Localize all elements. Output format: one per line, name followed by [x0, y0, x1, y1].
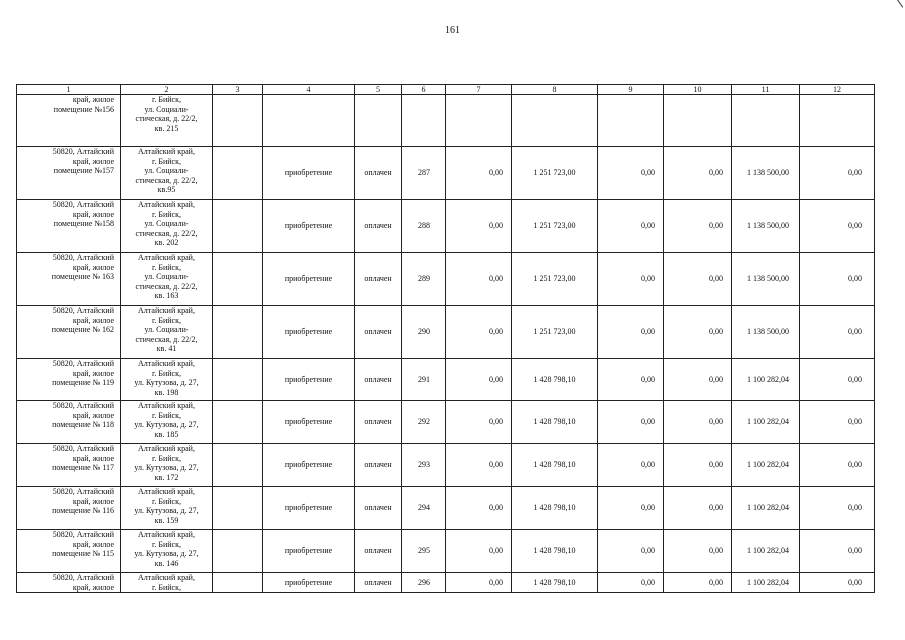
cell-object-name	[17, 444, 121, 487]
cell-line: г. Бийск,	[152, 262, 181, 272]
cell-line: стическая, д. 22/2,	[135, 175, 198, 185]
cell-address	[121, 401, 213, 444]
cell-col12: 0,00	[800, 200, 875, 253]
cell-col7: 0,00	[446, 573, 512, 593]
cell-line: Алтайский край,	[138, 359, 195, 368]
cell-line: край, жилое	[72, 582, 114, 592]
table-header-row	[17, 85, 875, 95]
column-header: 5	[355, 85, 402, 95]
cell-number: 288	[402, 200, 446, 253]
cell-operation: приобретение	[263, 573, 355, 593]
cell-line: ул. Кутузова, д. 27,	[134, 506, 199, 516]
cell-line: г. Бийск,	[152, 95, 181, 104]
table-row	[17, 487, 875, 530]
cell-line: ул. Социали-	[144, 166, 189, 176]
cell-amount: 1 251 723,00	[512, 306, 598, 359]
cell-col12: 0,00	[800, 487, 875, 530]
cell-number: 290	[402, 306, 446, 359]
cell-line: помещение №156	[53, 104, 114, 114]
cell-status: оплачен	[355, 573, 402, 593]
cell-col12: 0,00	[800, 253, 875, 306]
cell-col10: 0,00	[664, 306, 732, 359]
cell-line: 50820, Алтайский	[52, 147, 114, 156]
cell-line: Алтайский край,	[138, 200, 195, 209]
cell-col3	[213, 487, 263, 530]
cell-amount	[512, 95, 598, 147]
cell-line: Алтайский край,	[138, 573, 195, 582]
cell-line: кв.95	[157, 185, 176, 195]
cell-line: 50820, Алтайский	[52, 530, 114, 539]
cell-operation: приобретение	[263, 253, 355, 306]
cell-line: помещение № 119	[52, 378, 114, 388]
cell-line: помещение №158	[53, 219, 114, 229]
cell-amount: 1 251 723,00	[512, 200, 598, 253]
cell-line: ул. Социали-	[144, 104, 189, 114]
cell-price: 1 138 500,00	[732, 306, 800, 359]
cell-amount: 1 428 798,10	[512, 359, 598, 401]
cell-line: край, жилое	[72, 95, 114, 104]
cell-line: ул. Социали-	[144, 272, 189, 282]
cell-line: Алтайский край,	[138, 487, 195, 496]
cell-line: Алтайский край,	[138, 401, 195, 410]
cell-line: кв. 172	[154, 472, 179, 482]
cell-col7: 0,00	[446, 359, 512, 401]
cell-col12: 0,00	[800, 359, 875, 401]
cell-col7: 0,00	[446, 306, 512, 359]
cell-line: г. Бийск,	[152, 209, 181, 219]
cell-operation: приобретение	[263, 200, 355, 253]
column-header: 8	[512, 85, 598, 95]
cell-status: оплачен	[355, 444, 402, 487]
column-header: 6	[402, 85, 446, 95]
cell-object-name	[17, 95, 121, 147]
cell-line: кв. 198	[154, 387, 179, 397]
cell-line: Алтайский край,	[138, 444, 195, 453]
cell-col9: 0,00	[598, 487, 664, 530]
cell-address	[121, 487, 213, 530]
cell-line: ул. Кутузова, д. 27,	[134, 549, 199, 559]
cell-col7: 0,00	[446, 530, 512, 573]
cell-line: 50820, Алтайский	[52, 487, 114, 496]
cell-number: 291	[402, 359, 446, 401]
cell-col9: 0,00	[598, 200, 664, 253]
cell-col10: 0,00	[664, 253, 732, 306]
cell-status: оплачен	[355, 306, 402, 359]
cell-status: оплачен	[355, 200, 402, 253]
cell-line: край, жилое	[72, 368, 114, 378]
cell-address	[121, 200, 213, 253]
cell-col9: 0,00	[598, 573, 664, 593]
cell-address	[121, 573, 213, 593]
cell-line: стическая, д. 22/2,	[135, 281, 198, 291]
cell-line: кв. 146	[154, 558, 179, 568]
cell-line: ул. Социали-	[144, 219, 189, 229]
cell-object-name	[17, 487, 121, 530]
cell-amount: 1 428 798,10	[512, 444, 598, 487]
table-row	[17, 200, 875, 253]
cell-line: ул. Кутузова, д. 27,	[134, 420, 199, 430]
cell-col3	[213, 401, 263, 444]
cell-line: г. Бийск,	[152, 539, 181, 549]
column-header: 10	[664, 85, 732, 95]
cell-address	[121, 359, 213, 401]
cell-line: кв. 41	[156, 344, 177, 354]
cell-line: Алтайский край,	[138, 530, 195, 539]
cell-line: помещение № 115	[52, 549, 114, 559]
cell-line: ул. Социали-	[144, 325, 189, 335]
cell-status: оплачен	[355, 147, 402, 200]
cell-operation: приобретение	[263, 306, 355, 359]
cell-line: 50820, Алтайский	[52, 306, 114, 315]
cell-line: край, жилое	[72, 410, 114, 420]
cell-line: 50820, Алтайский	[52, 444, 114, 453]
cell-line: помещение № 118	[52, 420, 114, 430]
cell-operation: приобретение	[263, 444, 355, 487]
cell-address	[121, 147, 213, 200]
cell-amount: 1 428 798,10	[512, 401, 598, 444]
cell-amount: 1 428 798,10	[512, 530, 598, 573]
cell-price: 1 138 500,00	[732, 200, 800, 253]
cell-line: край, жилое	[72, 496, 114, 506]
cell-col9: 0,00	[598, 401, 664, 444]
cell-number: 296	[402, 573, 446, 593]
cell-col12: 0,00	[800, 444, 875, 487]
cell-col7: 0,00	[446, 444, 512, 487]
cell-col7: 0,00	[446, 147, 512, 200]
cell-line: кв. 202	[154, 238, 179, 248]
cell-line: Алтайский край,	[138, 306, 195, 315]
cell-col10: 0,00	[664, 573, 732, 593]
column-header: 2	[121, 85, 213, 95]
cell-object-name	[17, 359, 121, 401]
cell-operation: приобретение	[263, 487, 355, 530]
cell-number: 292	[402, 401, 446, 444]
cell-col7: 0,00	[446, 487, 512, 530]
cell-object-name	[17, 253, 121, 306]
cell-line: край, жилое	[72, 209, 114, 219]
cell-price: 1 100 282,04	[732, 530, 800, 573]
cell-line: кв. 215	[154, 123, 179, 133]
table-row	[17, 401, 875, 444]
cell-col12: 0,00	[800, 306, 875, 359]
cell-col9	[598, 95, 664, 147]
cell-line: г. Бийск,	[152, 156, 181, 166]
cell-col3	[213, 444, 263, 487]
cell-price: 1 100 282,04	[732, 487, 800, 530]
cell-price: 1 138 500,00	[732, 253, 800, 306]
cell-col3	[213, 200, 263, 253]
cell-line: край, жилое	[72, 315, 114, 325]
cell-line: 50820, Алтайский	[52, 200, 114, 209]
cell-col9: 0,00	[598, 147, 664, 200]
cell-col7: 0,00	[446, 401, 512, 444]
column-header: 1	[17, 85, 121, 95]
cell-col12: 0,00	[800, 530, 875, 573]
cell-col10: 0,00	[664, 487, 732, 530]
table-row	[17, 253, 875, 306]
cell-col9: 0,00	[598, 306, 664, 359]
cell-col3	[213, 530, 263, 573]
cell-col3	[213, 359, 263, 401]
cell-col10: 0,00	[664, 147, 732, 200]
cell-line: помещение № 163	[51, 272, 114, 282]
cell-col12: 0,00	[800, 401, 875, 444]
cell-col10	[664, 95, 732, 147]
cell-amount: 1 428 798,10	[512, 573, 598, 593]
cell-line: помещение № 162	[51, 325, 114, 335]
cell-address	[121, 444, 213, 487]
cell-status: оплачен	[355, 359, 402, 401]
cell-line: стическая, д. 22/2,	[135, 334, 198, 344]
cell-object-name	[17, 306, 121, 359]
cell-amount: 1 428 798,10	[512, 487, 598, 530]
cell-address	[121, 530, 213, 573]
cell-col10: 0,00	[664, 530, 732, 573]
cell-line: 50820, Алтайский	[52, 573, 114, 582]
cell-line: помещение № 116	[52, 506, 114, 516]
table-row	[17, 95, 875, 147]
cell-line: край, жилое	[72, 156, 114, 166]
cell-col3	[213, 573, 263, 593]
cell-line: 50820, Алтайский	[52, 401, 114, 410]
cell-number	[402, 95, 446, 147]
cell-col7: 0,00	[446, 200, 512, 253]
cell-line: Алтайский край,	[138, 253, 195, 262]
table-row	[17, 359, 875, 401]
cell-line: кв. 163	[154, 291, 179, 301]
table-body	[17, 95, 875, 593]
cell-col9: 0,00	[598, 530, 664, 573]
cell-address	[121, 253, 213, 306]
cell-status: оплачен	[355, 401, 402, 444]
cell-col10: 0,00	[664, 401, 732, 444]
cell-line: г. Бийск,	[152, 368, 181, 378]
cell-price: 1 138 500,00	[732, 147, 800, 200]
cell-status: оплачен	[355, 253, 402, 306]
cell-price	[732, 95, 800, 147]
cell-object-name	[17, 530, 121, 573]
cell-number: 287	[402, 147, 446, 200]
cell-line: кв. 185	[154, 429, 179, 439]
cell-number: 293	[402, 444, 446, 487]
cell-col10: 0,00	[664, 444, 732, 487]
table-row	[17, 306, 875, 359]
cell-line: Алтайский край,	[138, 147, 195, 156]
cell-line: стическая, д. 22/2,	[135, 114, 198, 124]
cell-price: 1 100 282,04	[732, 401, 800, 444]
table-row	[17, 444, 875, 487]
cell-col10: 0,00	[664, 359, 732, 401]
cell-amount: 1 251 723,00	[512, 147, 598, 200]
cell-col12: 0,00	[800, 573, 875, 593]
column-header: 3	[213, 85, 263, 95]
cell-line: г. Бийск,	[152, 496, 181, 506]
cell-line: край, жилое	[72, 453, 114, 463]
column-header: 7	[446, 85, 512, 95]
cell-object-name	[17, 200, 121, 253]
cell-status	[355, 95, 402, 147]
cell-object-name	[17, 147, 121, 200]
cell-line: помещение №157	[53, 166, 114, 176]
page-number: 161	[445, 25, 460, 36]
cell-line: г. Бийск,	[152, 315, 181, 325]
scan-corner-mark	[892, 0, 903, 11]
cell-line: г. Бийск,	[152, 453, 181, 463]
cell-col3	[213, 306, 263, 359]
property-table	[16, 84, 875, 593]
cell-address	[121, 95, 213, 147]
cell-line: стическая, д. 22/2,	[135, 228, 198, 238]
cell-line: край, жилое	[72, 539, 114, 549]
cell-status: оплачен	[355, 530, 402, 573]
cell-price: 1 100 282,04	[732, 359, 800, 401]
cell-object-name	[17, 401, 121, 444]
cell-col9: 0,00	[598, 444, 664, 487]
column-header: 12	[800, 85, 875, 95]
cell-line: 50820, Алтайский	[52, 359, 114, 368]
cell-address	[121, 306, 213, 359]
column-header: 11	[732, 85, 800, 95]
cell-operation: приобретение	[263, 530, 355, 573]
cell-operation: приобретение	[263, 359, 355, 401]
cell-number: 289	[402, 253, 446, 306]
cell-number: 294	[402, 487, 446, 530]
cell-operation: приобретение	[263, 401, 355, 444]
cell-object-name	[17, 573, 121, 593]
cell-line: 50820, Алтайский	[52, 253, 114, 262]
cell-line: г. Бийск,	[152, 582, 181, 592]
cell-price: 1 100 282,04	[732, 444, 800, 487]
cell-col10: 0,00	[664, 200, 732, 253]
column-header: 4	[263, 85, 355, 95]
cell-col9: 0,00	[598, 359, 664, 401]
cell-line: край, жилое	[72, 262, 114, 272]
table-row	[17, 147, 875, 200]
cell-number: 295	[402, 530, 446, 573]
cell-line: кв. 159	[154, 515, 179, 525]
cell-line: ул. Кутузова, д. 27,	[134, 378, 199, 388]
cell-col7: 0,00	[446, 253, 512, 306]
cell-col3	[213, 253, 263, 306]
cell-line: помещение № 117	[52, 463, 114, 473]
cell-line: г. Бийск,	[152, 410, 181, 420]
cell-operation	[263, 95, 355, 147]
cell-col3	[213, 95, 263, 147]
cell-amount: 1 251 723,00	[512, 253, 598, 306]
cell-status: оплачен	[355, 487, 402, 530]
table-row	[17, 573, 875, 593]
column-header: 9	[598, 85, 664, 95]
cell-col12: 0,00	[800, 147, 875, 200]
cell-col7	[446, 95, 512, 147]
cell-line: ул. Кутузова, д. 27,	[134, 463, 199, 473]
cell-operation: приобретение	[263, 147, 355, 200]
cell-col12	[800, 95, 875, 147]
cell-col9: 0,00	[598, 253, 664, 306]
cell-col3	[213, 147, 263, 200]
table-row	[17, 530, 875, 573]
cell-price: 1 100 282,04	[732, 573, 800, 593]
